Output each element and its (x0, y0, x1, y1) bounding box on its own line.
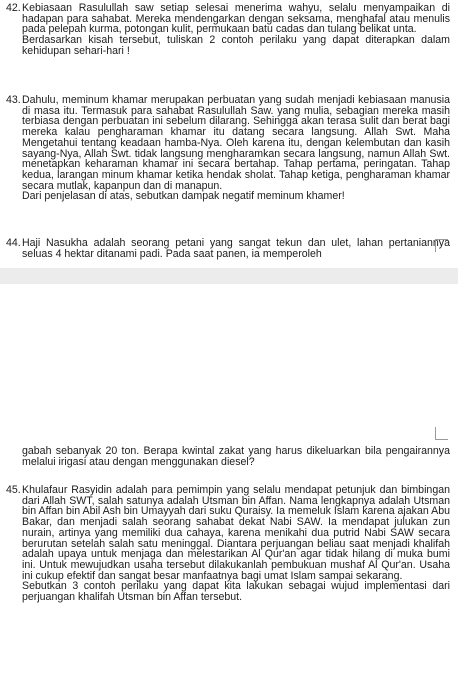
question-prompt: Dari penjelasan di atas, sebutkan dampak negatif meminum khamer! (22, 190, 345, 203)
question-body (22, 446, 450, 467)
question-45 (6, 485, 450, 603)
crop-mark (435, 427, 448, 440)
question-body (22, 238, 450, 259)
page-break-band (0, 268, 458, 438)
question-number: 45. (6, 484, 21, 496)
question-paragraph: gabah sebanyak 20 ton. Berapa kwintal zakat yang harus dikeluarkan bila pengairannya melalui irigasi atau dengan menggunakan diesel? (22, 445, 450, 468)
question-number: 43. (6, 94, 21, 106)
question-body (22, 485, 450, 603)
question-prompt: Sebutkan 3 contoh perilaku yang dapat kita lakukan sebagai wujud implementasi dari perjuangan khalifah Utsman bin Affan tersebut. (22, 580, 450, 604)
question-number: 42. (6, 2, 21, 14)
question-body (22, 3, 450, 57)
question-44 (6, 238, 450, 259)
question-paragraph: Kebiasaan Rasulullah saw setiap selesai menerima wahyu, selalu menyampaikan di hadapan para sahabat. Mereka mendengarkan dengan seksama, menghafal atau menulis pada pelepah kurma, potongan kulit, permukaan batu cadas dan tulang belikat unta. (22, 2, 450, 36)
question-44-continuation (6, 446, 450, 467)
question-43 (6, 95, 450, 202)
question-number: 44. (6, 237, 21, 249)
question-paragraph: Haji Nasukha adalah seorang petani yang sangat tekun dan ulet, lahan pertaniannya seluas 4 hektar ditanami padi. Pada saat panen, ia memperoleh (22, 237, 450, 260)
question-prompt: Berdasarkan kisah tersebut, tuliskan 2 contoh perilaku yang dapat diterapkan dalam kehidupan sehari-hari ! (22, 34, 450, 57)
question-paragraph: Dahulu, meminum khamar merupakan perbuatan yang sudah menjadi kebiasaan manusia di masa itu. Termasuk para sahabat Rasulullah Saw. yang mulia, sebagian mereka masih terbiasa dengan perbuatan ini sebelum dilarang. Sehingga akan terasa sulit dan berat bagi mereka kalau pengharaman khamar itu datang secara langsung. Allah Swt. Maha Mengetahui tentang keadaan hamba-Nya. Oleh karena itu, dengan kelembutan dan kasih sayang-Nya, Allah Swt. tidak langsung mengharamkan secara langsung, namun Allah Swt. menetapkan keharaman khamar ini secara bertahap. Tahap pertama, peringatan. Tahap kedua, larangan minum khamar ketika hendak sholat. Tahap ketiga, pengharaman khamar secara mutlak, kapanpun dan di manapun. (22, 94, 450, 192)
page-gap (0, 268, 458, 284)
crop-mark (435, 239, 448, 252)
question-42 (6, 3, 450, 57)
question-body (22, 95, 450, 202)
question-paragraph: Khulafaur Rasyidin adalah para pemimpin yang selalu mendapat petunjuk dan bimbingan dari Allah SWT, salah satunya adalah Utsman bin Affan. Nama lengkapnya adalah Utsman bin Affan bin Abil Ash bin Umayyah dari suku Quraisy. Ia memeluk Islam karena ajakan Abu Bakar, dan menjadi salah seorang sahabat dekat Nabi SAW. Ia mendapat julukan zun nurain, artinya yang memiliki dua cahaya, karena menikahi dua putrid Nabi SAW secara berurutan setelah salah satu meninggal. Diantara perjuangan beliau saat menjadi khalifah adalah upaya untuk menjaga dan melestarikan Al Qur'an agar tidak hilang di muka bumi ini. Untuk mewujudkan usaha tersebut dilakukanlah pembukuan mushaf Al Qur'an. Usaha ini cukup efektif dan sangat besar manfaatnya bagi umat Islam sampai sekarang. (22, 484, 450, 582)
